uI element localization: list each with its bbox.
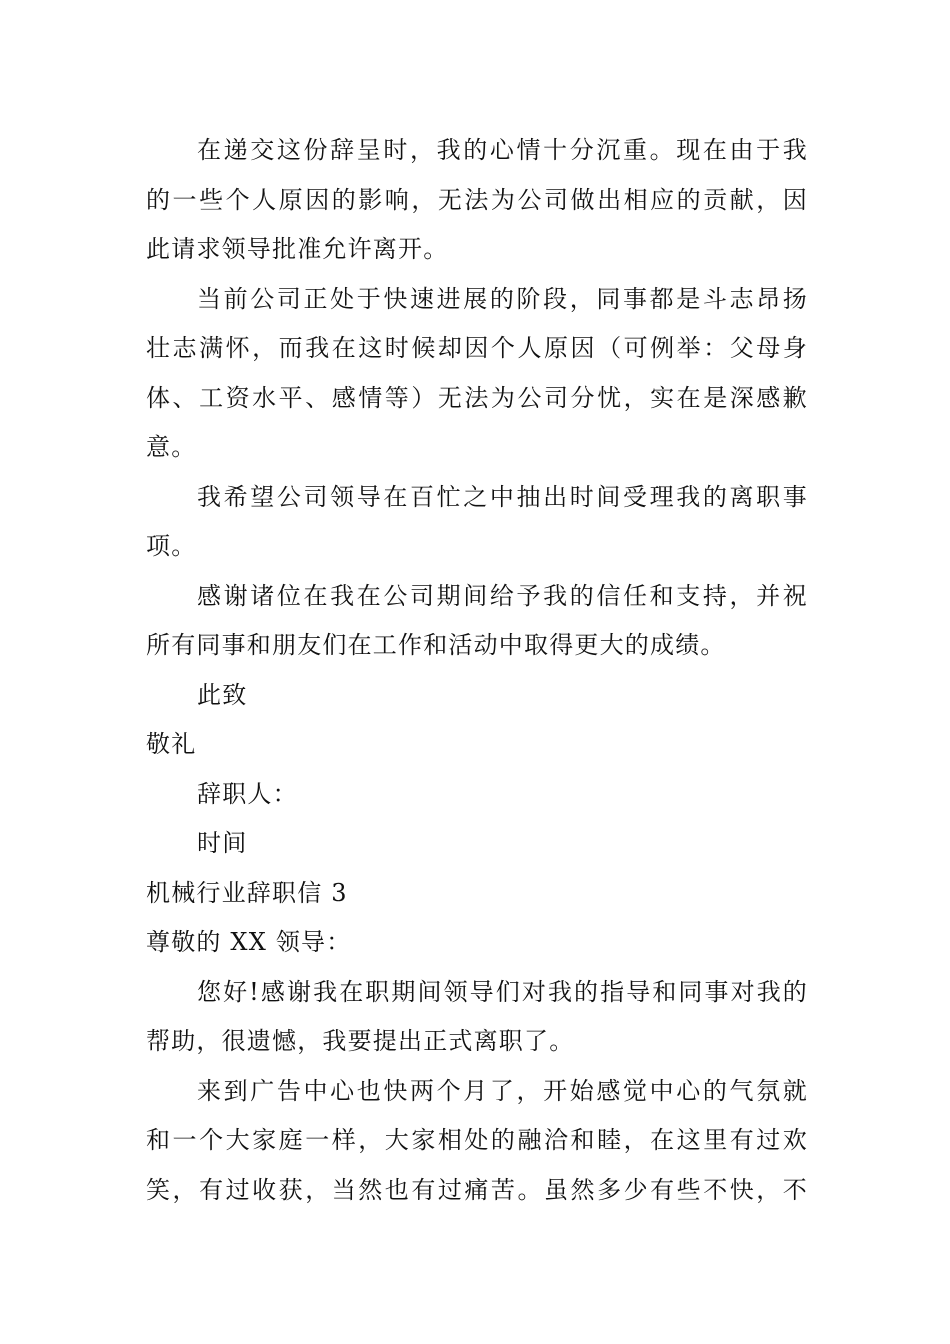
date-label: 时间 [197,829,248,857]
paragraph-line: 项。 [146,532,197,560]
paragraph-line: 此请求领导批准允许离开。 [146,235,449,263]
paragraph-line: 笑，有过收获，当然也有过痛苦。虽然多少有些不快，不 [146,1175,808,1204]
closing-line: 此致 [197,680,248,709]
paragraph-line: 体、工资水平、感情等）无法为公司分忧，实在是深感歉 [146,383,808,412]
paragraph-line: 感谢诸位在我在公司期间给予我的信任和支持，并祝 [197,581,808,610]
paragraph-line: 壮志满怀，而我在这时候却因个人原因（可例举：父母身 [146,334,808,362]
paragraph-line: 和一个大家庭一样，大家相处的融洽和睦，在这里有过欢 [146,1126,808,1154]
paragraph-line: 的一些个人原因的影响，无法为公司做出相应的贡献，因 [146,185,808,214]
paragraph-line: 帮助，很遗憾，我要提出正式离职了。 [146,1027,575,1055]
paragraph-line: 在递交这份辞呈时，我的心情十分沉重。现在由于我 [197,136,808,164]
paragraph-line: 所有同事和朋友们在工作和活动中取得更大的成绩。 [146,631,726,659]
paragraph-line: 当前公司正处于快速进展的阶段，同事都是斗志昂扬 [197,284,808,313]
paragraph-line: 您好!感谢我在职期间领导们对我的指导和同事对我的 [197,977,808,1006]
section-title: 机械行业辞职信 3 [146,878,348,907]
signature-label: 辞职人： [197,779,298,808]
paragraph-line: 来到广告中心也快两个月了，开始感觉中心的气氛就 [197,1076,808,1105]
document-page [146,126,808,1215]
paragraph-line: 意。 [146,433,197,461]
paragraph-line: 我希望公司领导在百忙之中抽出时间受理我的离职事 [197,482,808,511]
greeting-line: 尊敬的 XX 领导： [146,928,352,956]
salutation-line: 敬礼 [146,730,197,758]
